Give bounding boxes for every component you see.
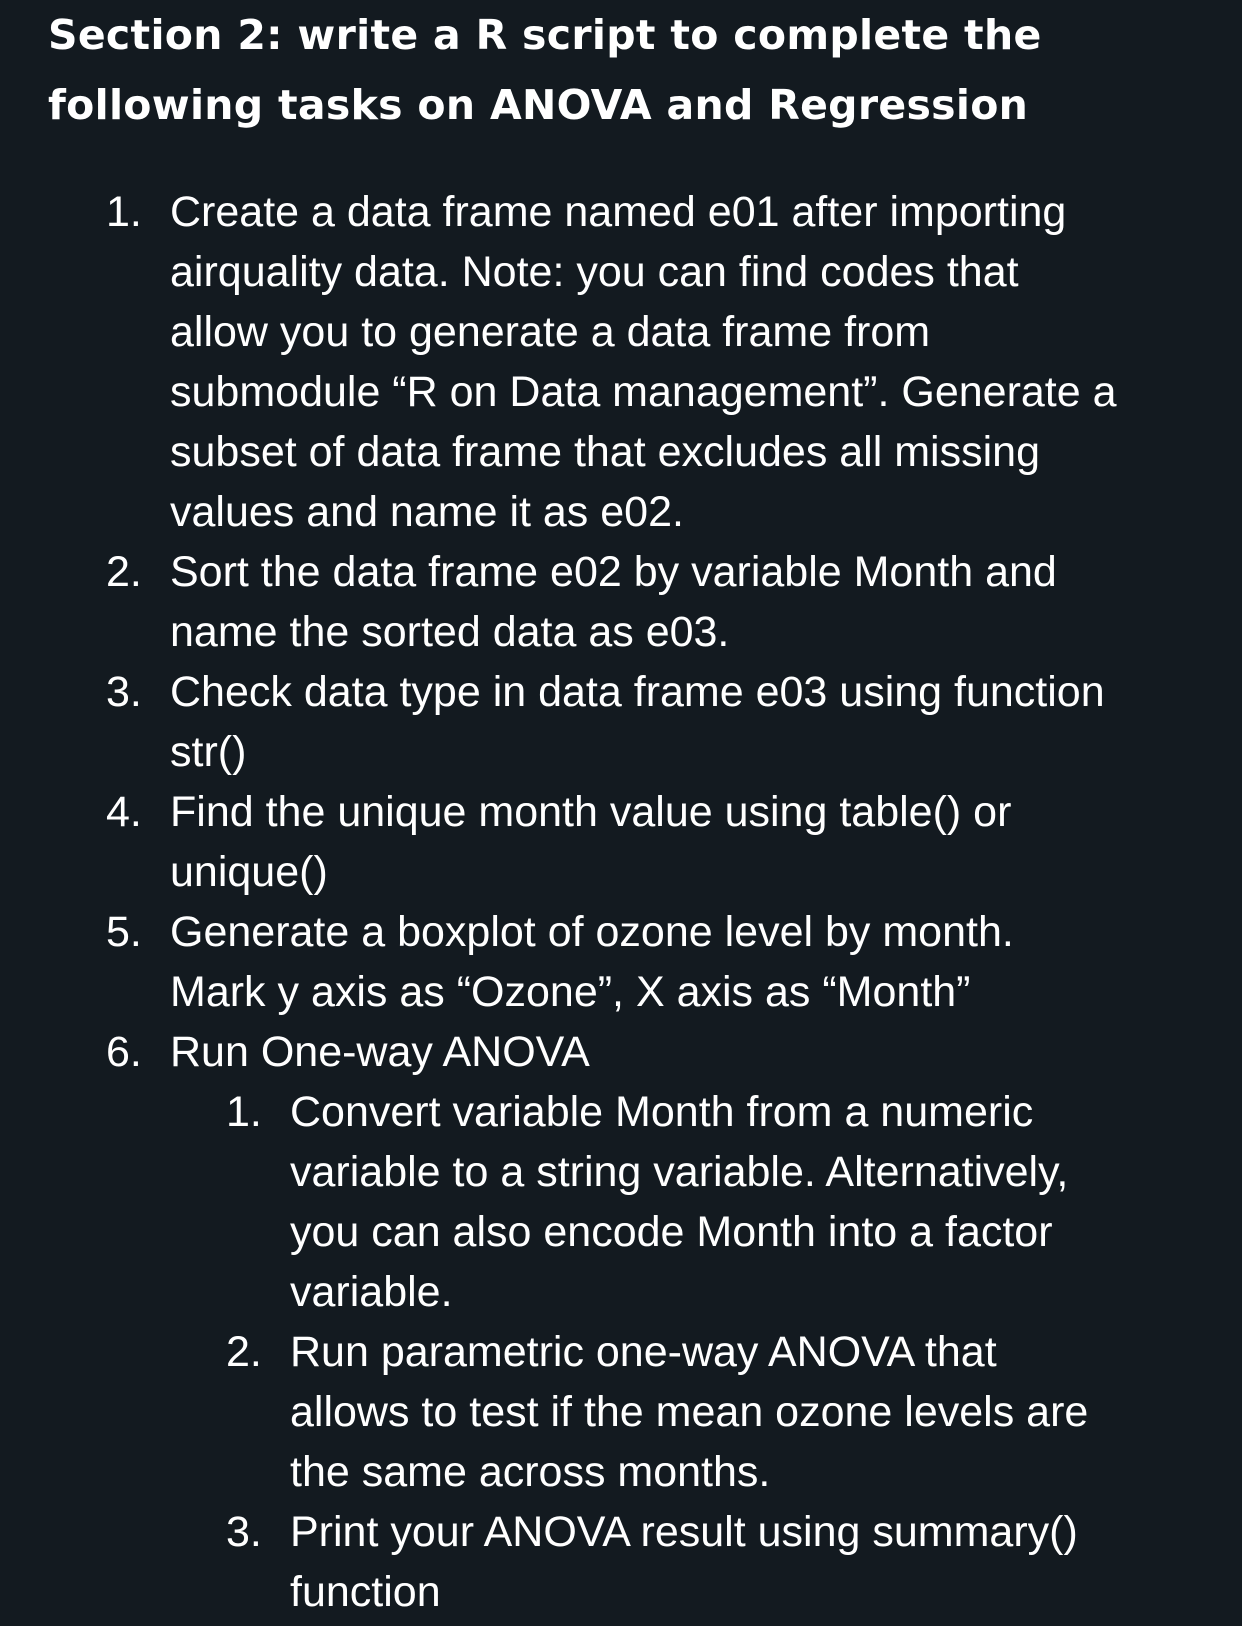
- subtask-text-line: Convert variable Month from a numeric: [290, 1088, 1034, 1136]
- task-item-6: [0, 1022, 1242, 1082]
- task-text-line: Check data type in data frame e03 using function: [170, 668, 1105, 716]
- task-text-line: str(): [170, 728, 247, 776]
- subtask-text-line: variable to a string variable. Alternatively,: [290, 1148, 1069, 1196]
- task-text-line: submodule “R on Data management”. Generate a: [170, 368, 1117, 416]
- subtask-number: 2.: [226, 1328, 262, 1376]
- task-text-line: unique(): [170, 848, 328, 896]
- task-number: 4.: [106, 788, 142, 836]
- subtask-text-line: Run parametric one-way ANOVA that: [290, 1328, 997, 1376]
- subtask-item-2: [0, 1322, 1242, 1502]
- task-list: [0, 182, 1242, 1622]
- task-text-line: Run One-way ANOVA: [170, 1028, 590, 1076]
- task-text-line: Generate a boxplot of ozone level by month.: [170, 908, 1014, 956]
- task-number: 3.: [106, 668, 142, 716]
- task-text-line: values and name it as e02.: [170, 488, 684, 536]
- subtask-text-line: you can also encode Month into a factor: [290, 1208, 1053, 1256]
- subtask-text-line: the same across months.: [290, 1448, 771, 1496]
- subtask-item-3: [0, 1502, 1242, 1622]
- task-number: 2.: [106, 548, 142, 596]
- task-text-line: name the sorted data as e03.: [170, 608, 730, 656]
- task-number: 5.: [106, 908, 142, 956]
- subtask-number: 1.: [226, 1088, 262, 1136]
- task-text-line: Create a data frame named e01 after importing: [170, 188, 1067, 236]
- task-item-2: [0, 542, 1242, 662]
- task-item-5: [0, 902, 1242, 1022]
- subtask-text-line: variable.: [290, 1268, 453, 1316]
- heading-line-2: following tasks on ANOVA and Regression: [48, 81, 1029, 129]
- task-item-4: [0, 782, 1242, 902]
- task-number: 6.: [106, 1028, 142, 1076]
- task-text-line: airquality data. Note: you can find codes that: [170, 248, 1019, 296]
- subtask-text-line: allows to test if the mean ozone levels are: [290, 1388, 1089, 1436]
- task-number: 1.: [106, 188, 142, 236]
- subtask-number: 3.: [226, 1508, 262, 1556]
- task-text-line: subset of data frame that excludes all missing: [170, 428, 1040, 476]
- section-heading: [48, 0, 1208, 140]
- task-text-line: Mark y axis as “Ozone”, X axis as “Month”: [170, 968, 971, 1016]
- task-item-3: [0, 662, 1242, 782]
- heading-line-1: Section 2: write a R script to complete the: [48, 11, 1042, 59]
- task-text-line: Sort the data frame e02 by variable Month and: [170, 548, 1057, 596]
- task-item-1: [0, 182, 1242, 542]
- task-text-line: Find the unique month value using table() or: [170, 788, 1012, 836]
- subtask-text-line: function: [290, 1568, 441, 1616]
- subtask-text-line: Print your ANOVA result using summary(): [290, 1508, 1078, 1556]
- subtask-item-1: [0, 1082, 1242, 1322]
- task-text-line: allow you to generate a data frame from: [170, 308, 931, 356]
